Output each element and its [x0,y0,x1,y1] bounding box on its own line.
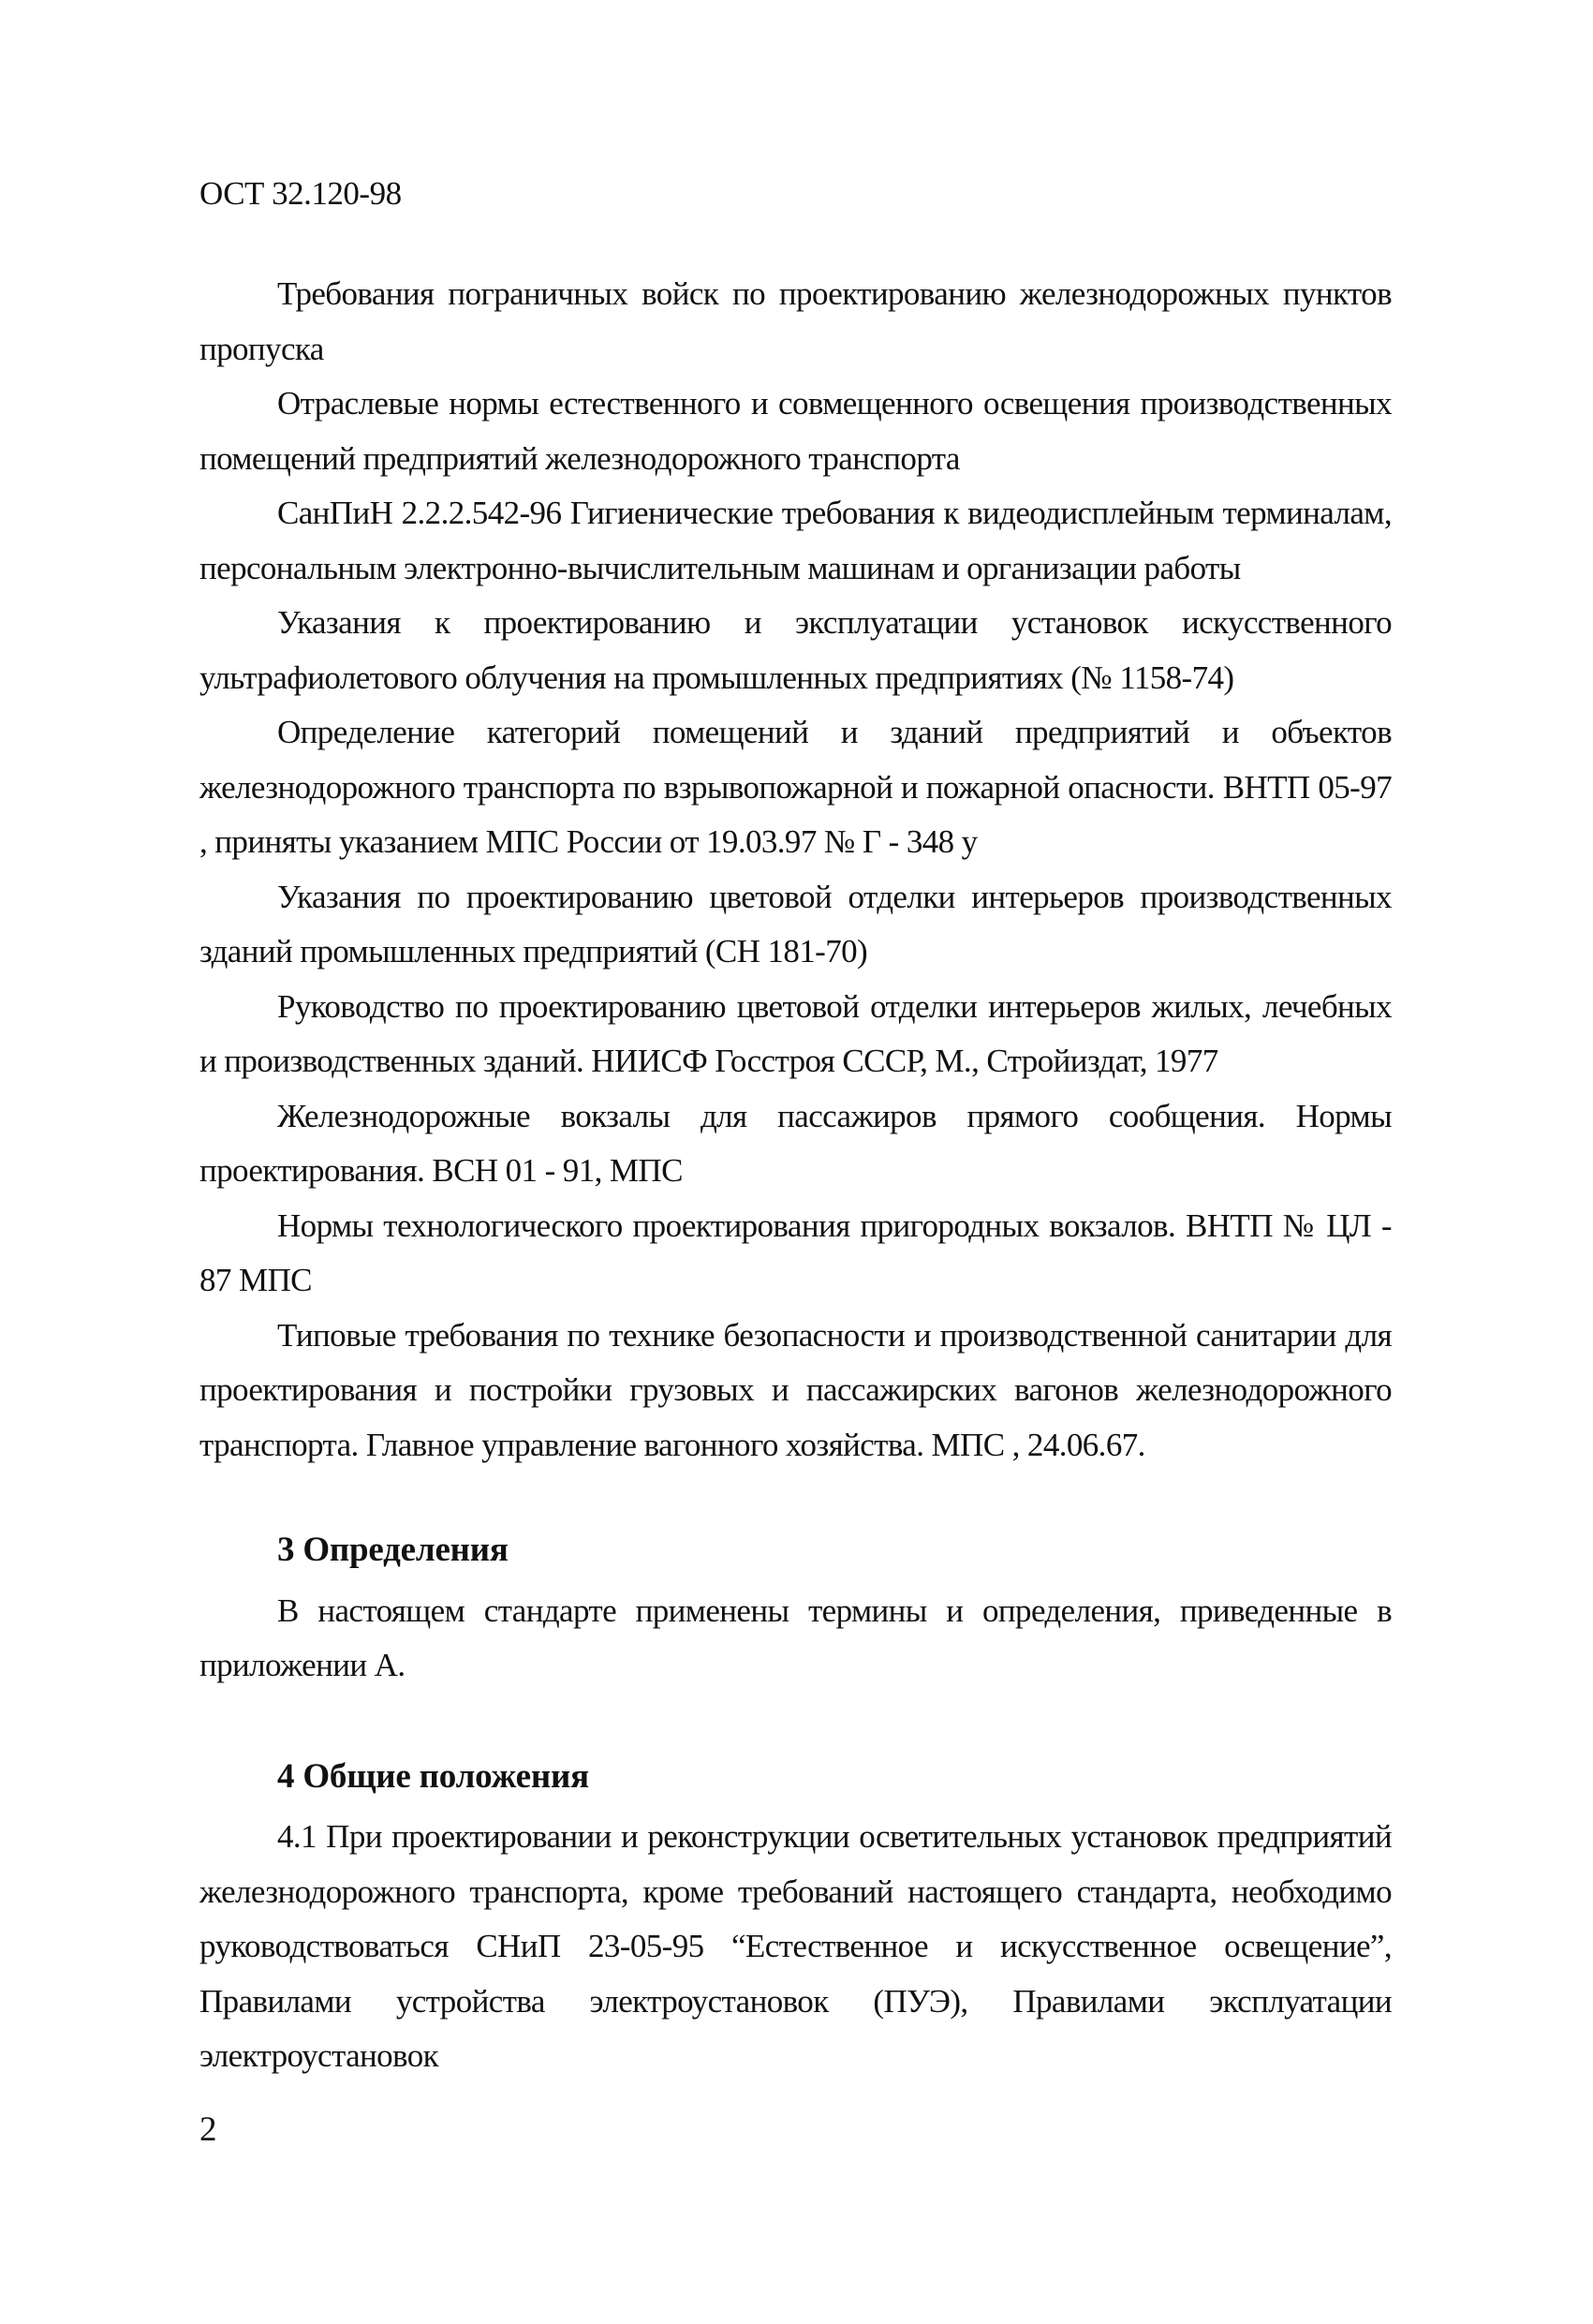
clause-number: 4.1 [277,1818,317,1855]
section-4-heading: 4 Общие положения [277,1756,589,1796]
page-number: 2 [199,2110,217,2149]
document-body [199,267,1392,2084]
clause-4-1 [199,1810,1392,2084]
document-code-header: ОСТ 32.120-98 [199,175,402,212]
reference-item: Указания по проектированию цветовой отделки интерьеров производственных зданий промышленных предприятий (СН 181-70) [199,878,1392,970]
section-3-text: В настоящем стандарте применены термины и определения, приведенные в приложении А. [199,1591,1392,1683]
reference-item: Руководство по проектированию цветовой отделки интерьеров жилых, лечебных и производственных зданий. НИИСФ Госстроя СССР, М., Стройиздат, 1977 [199,987,1392,1079]
reference-item: Определение категорий помещений и зданий предприятий и объектов железнодорожного транспорта по взрывопожарной и пожарной опасности. ВНТП 05-97 , приняты указанием МПС России от 19.03.97 № Г - 348 у [199,714,1392,860]
reference-item: Железнодорожные вокзалы для пассажиров прямого сообщения. Нормы проектирования. ВСН 01 - 91, МПС [199,1097,1392,1189]
reference-item: Отраслевые нормы естественного и совмещенного освещения производственных помещений предприятий железнодорожного транспорта [199,385,1392,477]
reference-item: Нормы технологического проектирования пригородных вокзалов. ВНТП № ЦЛ - 87 МПС [199,1206,1392,1298]
clause-text: При проектировании и реконструкции осветительных установок предприятий железнодорожного транспорта, кроме требований настоящего стандарта, необходимо руководствоваться СНиП 23-05-95 “Естественное и искусственное освещение”, Правилами устройства электроустановок (ПУЭ), Правилами эксплуатации электроустановок [199,1818,1392,2074]
section-3-heading: 3 Определения [277,1531,509,1569]
reference-item: Типовые требования по технике безопасности и производственной санитарии для проектирования и постройки грузовых и пассажирских вагонов железнодорожного транспорта. Главное управление вагонного хозяйства. МПС , 24.06.67. [199,1316,1392,1463]
reference-item: Указания к проектированию и эксплуатации установок искусственного ультрафиолетового облучения на промышленных предприятиях (№ 1158-74) [199,604,1392,696]
reference-item: Требования пограничных войск по проектированию железнодорожных пунктов пропуска [199,275,1392,367]
reference-item: СанПиН 2.2.2.542-96 Гигиенические требования к видеодисплейным терминалам, персональным электронно-вычислительным машинам и организации работы [199,495,1392,586]
